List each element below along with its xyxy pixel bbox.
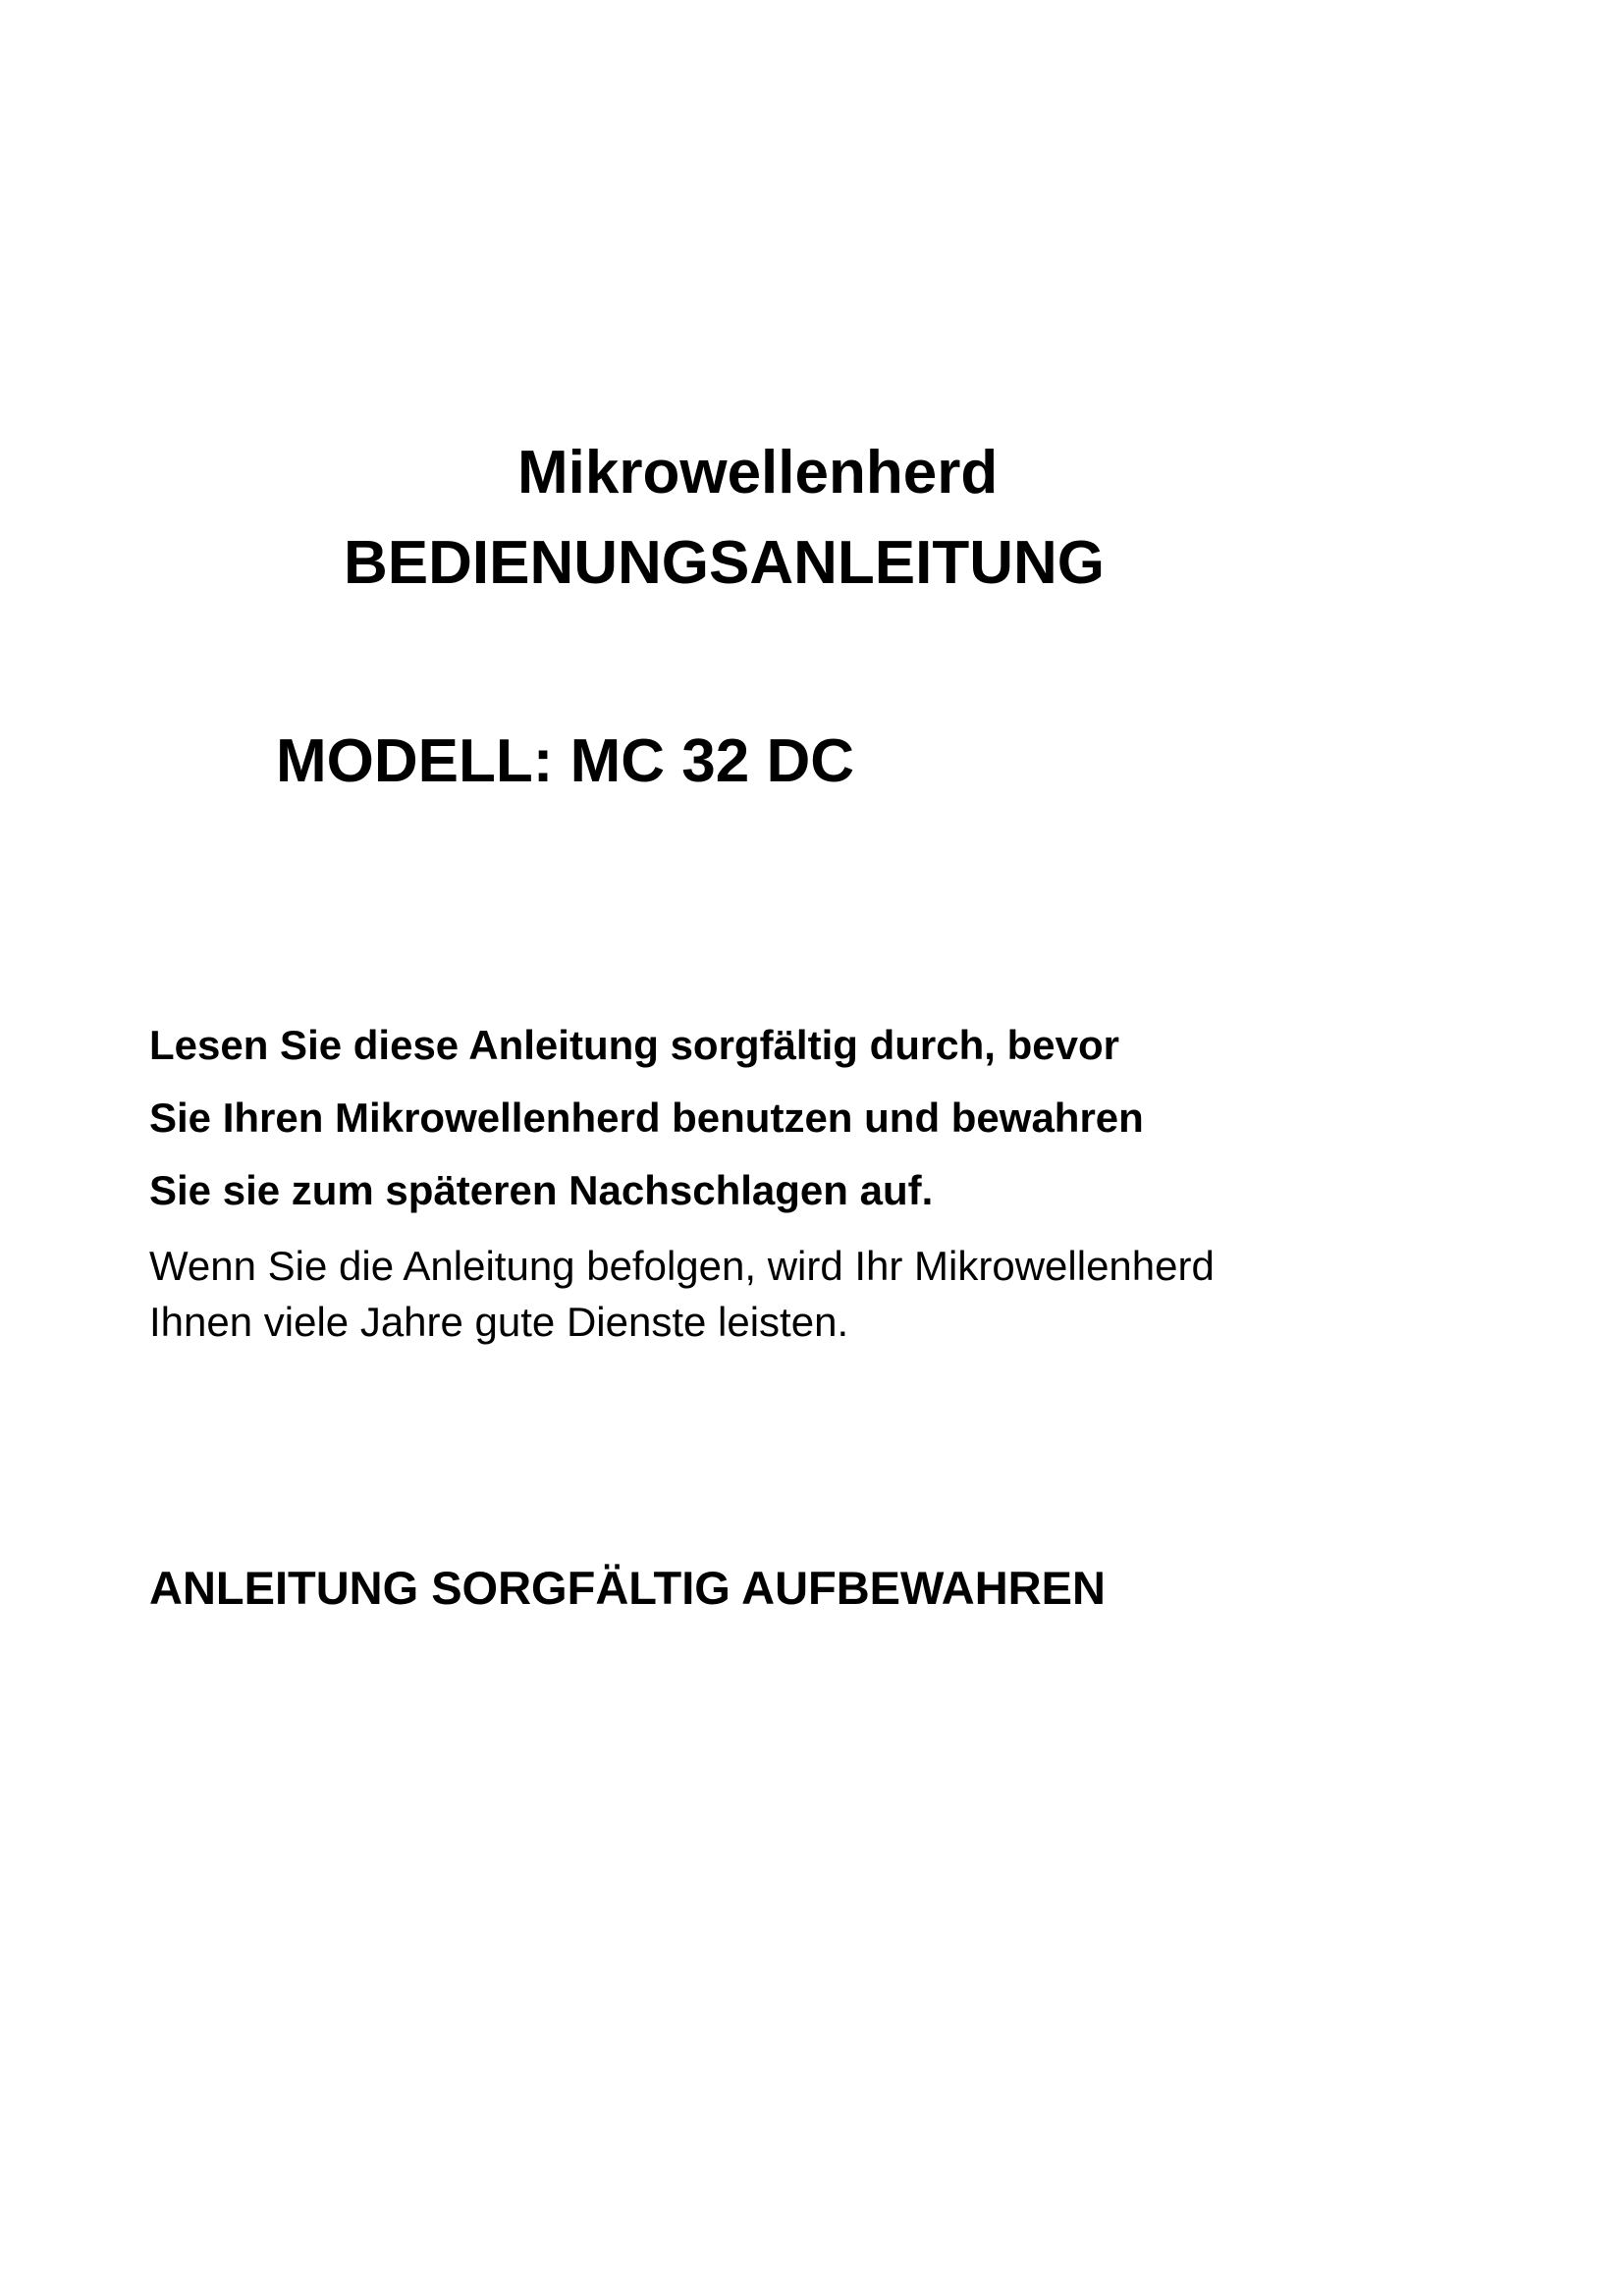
document-title: Mikrowellenherd (517, 439, 999, 507)
instruction-line: Lesen Sie diese Anleitung sorgfältig durch, bevor (149, 1022, 1119, 1068)
info-line: Wenn Sie die Anleitung befolgen, wird Ihr Mikrowellenherd (149, 1243, 1215, 1289)
model-designation: MODELL: MC 32 DC (276, 727, 854, 795)
keep-instructions-notice: ANLEITUNG SORGFÄLTIG AUFBEWAHREN (149, 1562, 1106, 1614)
instruction-line: Sie Ihren Mikrowellenherd benutzen und bewahren (149, 1095, 1144, 1141)
info-line: Ihnen viele Jahre gute Dienste leisten. (149, 1299, 849, 1345)
document-subtitle: BEDIENUNGSANLEITUNG (344, 529, 1106, 597)
instruction-line: Sie sie zum späteren Nachschlagen auf. (149, 1167, 934, 1213)
